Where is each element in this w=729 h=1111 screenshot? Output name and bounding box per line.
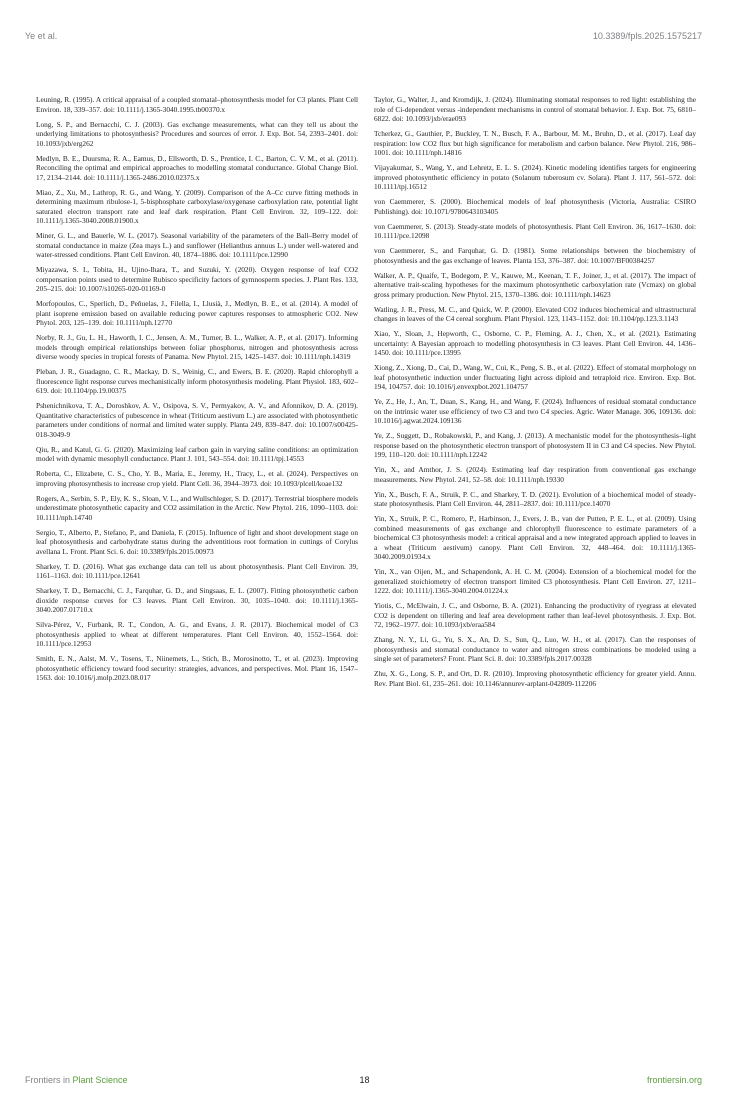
reference-entry: Rogers, A., Serbin, S. P., Ely, K. S., Sloan, V. L., and Wullschleger, S. D. (2017). Terrestrial biosphere models underestimate photosynthetic capacity and CO2 assimilation in the Arctic. New Phytol. 216, 1090–1103. doi: 10.1111/nph.14740 (36, 493, 358, 522)
reference-entry: Vijayakumar, S., Wang, Y., and Lehretz, E. L. S. (2024). Kinetic modeling identifies targets for engineering improved photosynthetic efficiency in potato (Solanum tuberosum cv. Solara). Plant J. 117, 561–572. doi: 10.1111/tpj.16512 (374, 163, 696, 191)
reference-entry: Roberta, C., Elizabete, C. S., Cho, Y. B., Maria, E., Jeremy, H., Tracy, L., et al. (2024). Perspectives on improving photosynthesis to increase crop yield. Plant Cell. 36, 3944–3973. doi: 10.1093/plcell/koae132 (36, 469, 358, 488)
reference-entry: Long, S. P., and Bernacchi, C. J. (2003). Gas exchange measurements, what can they tell us about the underlying limitations to photosynthesis? Procedures and sources of error. J. Exp. Bot. 54, 2393–2401. doi: 10.1093/jxb/erg262 (36, 119, 358, 148)
reference-entry: Miner, G. L., and Bauerle, W. L. (2017). Seasonal variability of the parameters of the Ball–Berry model of stomatal conductance in maize (Zea mays L.) and sunflower (Helianthus annuus L.) under well-watered and water-stressed conditions. Plant Cell Environ. 40, 1874–1886. doi: 10.1111/pce.12990 (36, 231, 358, 259)
page-number: 18 (359, 1075, 370, 1085)
reference-entry: Medlyn, B. E., Duursma, R. A., Eamus, D., Ellsworth, D. S., Prentice, I. C., Barton, C. V. M., et al. (2011). Reconciling the optimal and empirical approaches to modelling stomatal conductance. Global Change Biol. 17, 2134–2144. doi: 10.1111/j.1365-2486.2010.02375.x (36, 153, 358, 182)
reference-entry: Yin, X., Struik, P. C., Romero, P., Harbinson, J., Evers, J. B., van der Putten, P. E. L., et al. (2009). Using combined measurements of gas exchange and chlorophyll fluorescence to estimate parameters of a biochemical C3 photosynthesis model: a critical appraisal and a new integrated approach applied to leaves in a wheat (Triticum aestivum) canopy. Plant Cell Environ. 32, 448–464. doi: 10.1111/j.1365-3040.2009.01934.x (374, 514, 696, 561)
reference-entry: Sergio, T., Alberto, P., Stefano, P., and Daniela, F. (2015). Influence of light and shoot development stage on leaf photosynthesis and carbohydrate status during the adventitious root formation in cuttings of Corylus avellana L. Front. Plant Sci. 6. doi: 10.3389/fpls.2015.00973 (36, 527, 358, 556)
journal-website-link[interactable]: frontiersin.org (646, 1075, 702, 1085)
reference-entry: Morfopoulos, C., Sperlich, D., Peñuelas, J., Filella, I., Llusià, J., Medlyn, B. E., et al. (2014). A model of plant isoprene emission based on available reducing power captures responses to atmospheric CO2. New Phytol. 203, 125–139. doi: 10.1111/nph.12770 (36, 299, 358, 327)
reference-entry: Ye, Z., He, J., An, T., Duan, S., Kang, H., and Wang, F. (2024). Influences of residual stomatal conductance on the intrinsic water use efficiency of two C3 and two C4 species. Agric. Water Manage. 306, 109136. doi: 10.1016/j.agwat.2024.109136 (374, 397, 696, 425)
reference-entry: Yin, X., and Amthor, J. S. (2024). Estimating leaf day respiration from conventional gas exchange measurements. New Phytol. 241, 52–58. doi: 10.1111/nph.19330 (374, 465, 696, 484)
reference-entry: Norby, R. J., Gu, L. H., Haworth, I. C., Jensen, A. M., Turner, B. L., Walker, A. P., et al. (2017). Informing models through empirical relationships between foliar phosphorus, nitrogen and photosynthesis across diverse woody species in tropical forests of Panama. New Phytol. 215, 1425–1437. doi: 10.1111/nph.14319 (36, 333, 358, 361)
reference-entry: Taylor, G., Walter, J., and Kromdijk, J. (2024). Illuminating stomatal responses to red light: establishing the role of Ci-dependent versus -independent mechanisms in control of stomatal behavior. J. Exp. Bot. 75, 6810–6822. doi: 10.1093/jxb/erae093 (374, 95, 696, 123)
references-right-column (374, 95, 696, 694)
reference-entry: von Caemmerer, S., and Farquhar, G. D. (1981). Some relationships between the biochemistry of photosynthesis and the gas exchange of leaves. Planta 153, 376–387. doi: 10.1007/BF00384257 (374, 246, 696, 265)
reference-entry: Qiu, R., and Katul, G. G. (2020). Maximizing leaf carbon gain in varying saline conditions: an optimization model with dynamic mesophyll conductance. Plant J. 101, 543–554. doi: 10.1111/tpj.14553 (36, 444, 358, 463)
reference-entry: Sharkey, T. D., Bernacchi, C. J., Farquhar, G. D., and Singsaas, E. L. (2007). Fitting photosynthetic carbon dioxide response curves for C3 leaves. Plant Cell Environ. 30, 1035–1040. doi: 10.1111/j.1365-3040.2007.01710.x (36, 586, 358, 614)
running-head-authors: Ye et al. (25, 31, 58, 41)
reference-entry: Zhang, N. Y., Li, G., Yu, S. X., An, D. S., Sun, Q., Luo, W. H., et al. (2017). Can the responses of photosynthesis and stomatal conductance to water and nitrogen stress combinations be modeled using a single set of parameters? Front. Plant Sci. 8. doi: 10.3389/fpls.2017.00328 (374, 635, 696, 663)
reference-entry: Walker, A. P., Quaife, T., Bodegom, P. V., Kauwe, M., Keenan, T. F., Joiner, J., et al. (2017). The impact of alternative trait-scaling hypotheses for the maximum photosynthetic carboxylation rate (Vcmax) on global gross primary production. New Phytol. 215, 1370–1386. doi: 10.1111/nph.14623 (374, 270, 696, 299)
references-left-column (36, 95, 358, 688)
reference-entry: Pshenichnikova, T. A., Doroshkov, A. V., Osipova, S. V., Permyakov, A. V., and Afonnikov, D. A. (2019). Quantitative characteristics of pubescence in wheat (Triticum aestivum L.) are associated with photosynthetic parameters under conditions of normal and limited water supply. Planta 249, 839–847. doi: 10.1007/s00425-018-3049-9 (36, 401, 358, 439)
reference-entry: von Caemmerer, S. (2013). Steady-state models of photosynthesis. Plant Cell Environ. 36, 1617–1630. doi: 10.1111/pce.12098 (374, 221, 696, 240)
reference-entry: Silva-Pérez, V., Furbank, R. T., Condon, A. G., and Evans, J. R. (2017). Biochemical model of C3 photosynthesis applied to wheat at different temperatures. Plant Cell Environ. 40, 1552–1564. doi: 10.1111/pce.12953 (36, 620, 358, 648)
reference-entry: Smith, E. N., Aalst, M. V., Tosens, T., Niinemets, L., Stich, B., Morosinotto, T., et al. (2023). Improving photosynthetic efficiency toward food security: strategies, advances, and perspectives. Mol. Plant 16, 1547–1563. doi: 10.1016/j.molp.2023.08.017 (36, 654, 358, 682)
reference-entry: Miao, Z., Xu, M., Lathrop, R. G., and Wang, Y. (2009). Comparison of the A–Cc curve fitting methods in determining maximum ribulose-1, 5-bisphosphate carboxylase/oxygenase carboxylation rate, potential light saturated electron transport rate and leaf dark respiration. Plant Cell Environ. 32, 109–122. doi: 10.1111/j.1365-3040.2008.01900.x (36, 187, 358, 225)
reference-entry: Sharkey, T. D. (2016). What gas exchange data can tell us about photosynthesis. Plant Cell Environ. 39, 1161–1163. doi: 10.1111/pce.12641 (36, 561, 358, 580)
doi-header: 10.3389/fpls.2025.1575217 (592, 31, 702, 41)
journal-title: Plant Science (72, 1075, 128, 1085)
reference-entry: Tcherkez, G., Gauthier, P., Buckley, T. N., Busch, F. A., Barbour, M. M., Bruhn, D., et al. (2017). Leaf day respiration: low CO2 flux but high significance for metabolism and carbon balance. New Phytol. 216, 986–1001. doi: 10.1111/nph.14816 (374, 129, 696, 157)
reference-entry: Yin, X., Busch, F. A., Struik, P. C., and Sharkey, T. D. (2021). Evolution of a biochemical model of steady-state photosynthesis. Plant Cell Environ. 44, 2811–2837. doi: 10.1111/pce.14070 (374, 489, 696, 508)
reference-entry: Zhu, X. G., Long, S. P., and Ort, D. R. (2010). Improving photosynthetic efficiency for greater yield. Annu. Rev. Plant Biol. 61, 235–261. doi: 10.1146/annurev-arplant-042809-112206 (374, 669, 696, 688)
journal-prefix: Frontiers in (25, 1075, 73, 1085)
reference-entry: Ye, Z., Suggett, D., Robakowski, P., and Kang, J. (2013). A mechanistic model for the photosynthesis–light response based on the photosynthetic electron transport of photosystem II in C3 and C4 species. New Phytol. 199, 110–120. doi: 10.1111/nph.12242 (374, 431, 696, 459)
reference-entry: Yiotis, C., McElwain, J. C., and Osborne, B. A. (2021). Enhancing the productivity of ryegrass at elevated CO2 is dependent on tillering and leaf area development rather than leaf-level photosynthesis. J. Exp. Bot. 72, 1962–1977. doi: 10.1093/jxb/eraa584 (374, 601, 696, 629)
reference-entry: von Caemmerer, S. (2000). Biochemical models of leaf photosynthesis (Victoria, Australia: CSIRO Publishing). doi: 10.1071/9780643103405 (374, 197, 696, 216)
reference-entry: Xiong, Z., Xiong, D., Cai, D., Wang, W., Cui, K., Peng, S. B., et al. (2022). Effect of stomatal morphology on leaf photosynthetic induction under fluctuating light across diploid and tetraploid rice. Environ. Exp. Bot. 194, 104757. doi: 10.1016/j.envexpbot.2021.104757 (374, 363, 696, 391)
reference-entry: Xiao, Y., Sloan, J., Hepworth, C., Osborne, C. P., Fleming, A. J., Chen, X., et al. (2021). Estimating uncertainty: A Bayesian approach to modelling photosynthesis in C3 leaves. Plant Cell Environ. 44, 1436–1450. doi: 10.1111/pce.13995 (374, 329, 696, 357)
reference-entry: Pleban, J. R., Guadagno, C. R., Mackay, D. S., Weinig, C., and Ewers, B. E. (2020). Rapid chlorophyll a fluorescence light response curves mechanistically inform photosynthesis modeling. Plant Physiol. 183, 602–619. doi: 10.1104/pp.19.00375 (36, 367, 358, 395)
reference-entry: Yin, X., van Oijen, M., and Schapendonk, A. H. C. M. (2004). Extension of a biochemical model for the generalized stoichiometry of electron transport limited C3 photosynthesis. Plant Cell Environ. 27, 1211–1222. doi: 10.1111/j.1365-3040.2004.01224.x (374, 567, 696, 595)
reference-entry: Miyazawa, S. I., Tobita, H., Ujino-Ihara, T., and Suzuki, Y. (2020). Oxygen response of leaf CO2 compensation points used to determine Rubisco specificity factors of gymnosperm species. J. Plant Res. 133, 205–215. doi: 10.1007/s10265-020-01169-0 (36, 265, 358, 293)
reference-entry: Watling, J. R., Press, M. C., and Quick, W. P. (2000). Elevated CO2 induces biochemical and ultrastructural changes in leaves of the C4 cereal sorghum. Plant Physiol. 123, 1143–1152. doi: 10.1104/pp.123.3.1143 (374, 304, 696, 323)
reference-entry: Leuning, R. (1995). A critical appraisal of a coupled stomatal–photosynthesis model for C3 plants. Plant Cell Environ. 18, 339–357. doi: 10.1111/j.1365-3040.1995.tb00370.x (36, 95, 358, 114)
